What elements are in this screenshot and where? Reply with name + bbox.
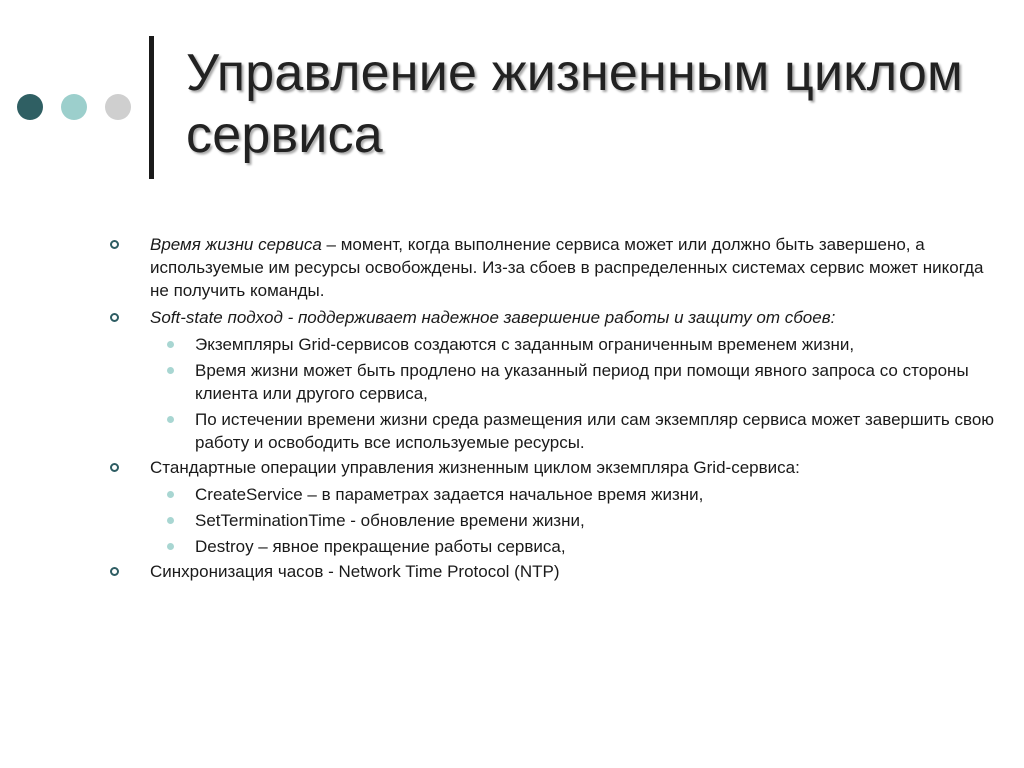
dark-teal-dot [17,94,43,120]
dot-bullet-icon [167,341,174,348]
title-divider-bar [149,36,154,179]
dot-bullet-icon [167,367,174,374]
sub-item-text: SetTerminationTime - обновление времени жизни, [195,511,585,530]
dot-bullet-icon [167,543,174,550]
sub-item-soft-state-1 [110,333,1000,356]
term-lifetime: Время жизни сервиса [150,235,322,254]
ring-bullet-icon [110,567,119,576]
bullet-item-clock-sync [110,560,1000,583]
sub-item-destroy [110,535,1000,558]
slide-title: Управление жизненным циклом сервиса [186,44,963,164]
sub-item-text: CreateService – в параметрах задается начальное время жизни, [195,485,704,504]
ring-bullet-icon [110,463,119,472]
sub-item-set-termination-time [110,509,1000,532]
sub-item-text: Время жизни может быть продлено на указанный период при помощи явного запроса со стороны клиента или другого сервиса, [195,361,969,403]
sub-item-soft-state-3 [110,408,1000,454]
dot-bullet-icon [167,416,174,423]
sub-item-text: Destroy – явное прекращение работы сервиса, [195,537,566,556]
bullet-item-lifetime [110,233,1000,302]
bullet-item-standard-ops [110,456,1000,479]
clock-sync-text: Синхронизация часов - Network Time Protocol (NTP) [150,562,560,581]
light-teal-dot [61,94,87,120]
bullet-item-soft-state [110,306,1000,329]
ring-bullet-icon [110,313,119,322]
gray-dot [105,94,131,120]
bullet-list [110,233,1000,587]
soft-state-text: Soft-state подход - поддерживает надежное завершение работы и защиту от сбоев: [150,308,836,327]
sub-item-text: Экземпляры Grid-сервисов создаются с заданным ограниченным временем жизни, [195,335,855,354]
dot-bullet-icon [167,491,174,498]
lifetime-definition: – момент, когда выполнение сервиса может или должно быть завершено, а используемые им ресурсы освобождены. Из-за сбоев в распределенных системах сервис может никогда не получить команды. [150,235,984,300]
sub-item-soft-state-2 [110,359,1000,405]
ring-bullet-icon [110,240,119,249]
sub-item-create-service [110,483,1000,506]
standard-ops-text: Стандартные операции управления жизненным циклом экземпляра Grid-сервиса: [150,458,800,477]
dot-bullet-icon [167,517,174,524]
sub-item-text: По истечении времени жизни среда размещения или сам экземпляр сервиса может завершить свою работу и освободить все используемые ресурсы. [195,410,995,452]
